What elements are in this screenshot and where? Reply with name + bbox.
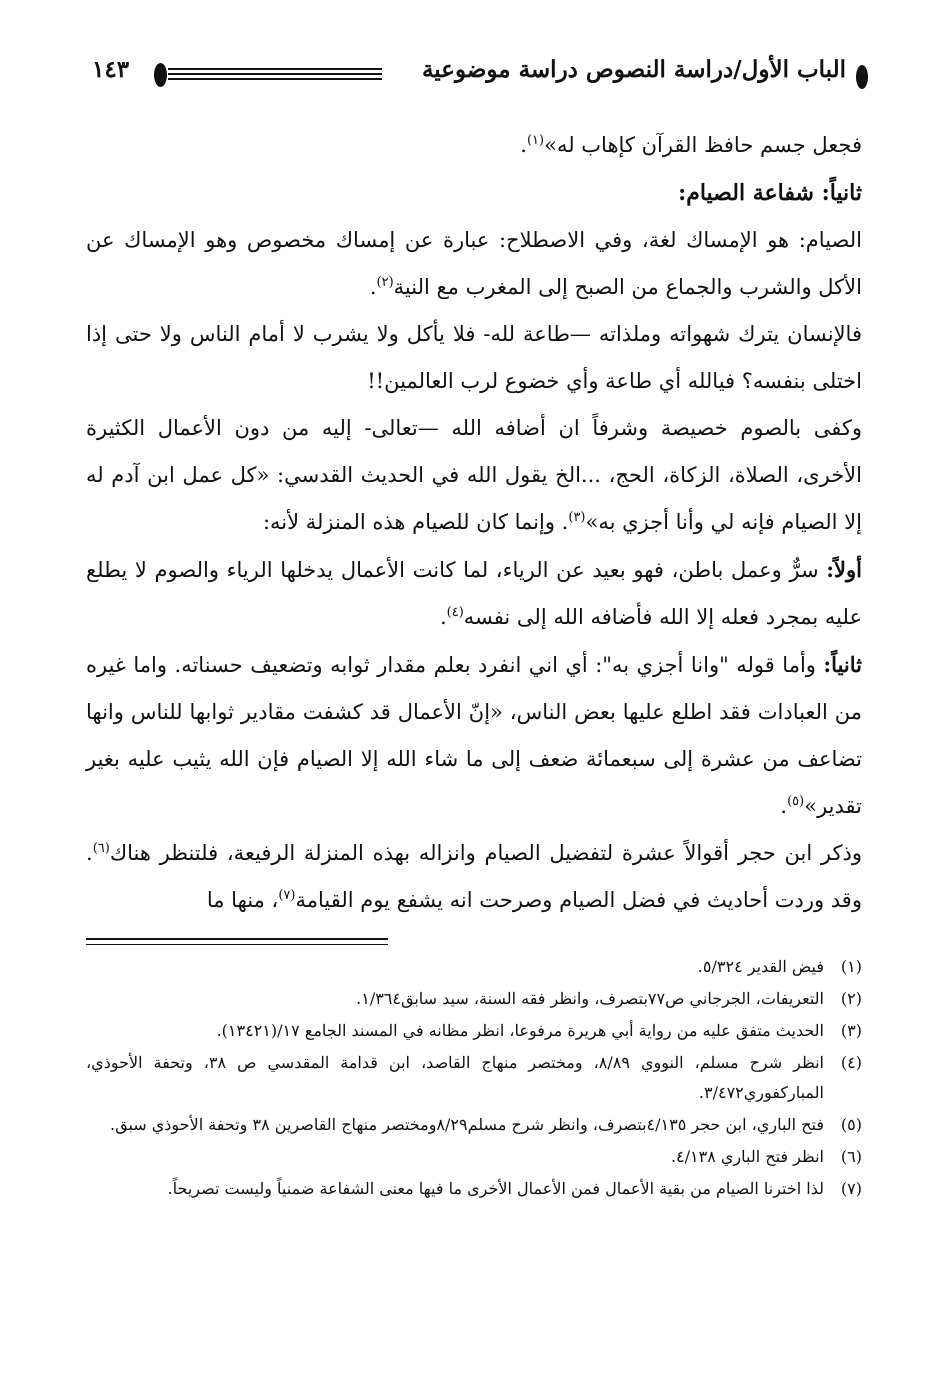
footnote: (٤) انظر شرح مسلم، النووي ٨/٨٩، ومختصر منهاج القاصد، ابن قدامة المقدسي ص ٣٨، وتحفة الأحوذي، المباركفوري٣/٤٧٢. [86,1053,862,1102]
footnote: (٣) الحديث متفق عليه من رواية أبي هريرة مرفوعا، انظر مظانه في المسند الجامع ١٧/(١٣٤٢١). [216,1021,862,1040]
footnote: (٥) فتح الباري، ابن حجر ٤/١٣٥بتصرف، وانظر شرح مسلم٨/٢٩ومختصر منهاج القاصرين ٣٨ وتحفة الأحوذي سبق. [110,1115,862,1134]
footnote-ref: (٣) [568,510,586,525]
paragraph-7: وذكر ابن حجر أقوالاً عشرة لتفضيل الصيام وانزاله بهذه المنزلة الرفيعة، فلتنظر هناك$^{(٦)}$. وقد وردت أحاديث في فضل الصيام وصرحت انه يشفع يوم القيامة$^{(٧)}$، منها ما [86,841,862,912]
paragraph-6: ثانياً: وأما قوله "وانا أجزي به": أي اني انفرد بعلم مقدار ثوابه وتضعيف حسناته. واما غيره من العبادات فقد اطلع عليها بعض الناس، «إنّ الأعمال قد كشفت مقادير ثوابها للناس وانها تضاعف من عشرة إلى سبعمائة ضعف إلى ما شاء الله إلا الصيام فإن الله يثيب عليه بغير تقدير»$^{(٥)}$. [86,652,862,818]
footnote: (٧) لذا اخترنا الصيام من بقية الأعمال فمن الأعمال الأخرى ما فيها معنى الشفاعة ضمنياً وليست تصريحاً. [167,1179,862,1198]
main-text [86,122,862,924]
footnote-ref: (٢) [376,275,394,290]
paragraph-4: وكفى بالصوم خصيصة وشرفاً ان أضافه الله —تعالى- إليه من دون الأعمال الكثيرة الأخرى، الصلاة، الزكاة، الحج، ...الخ يقول الله في الحديث القدسي: «كل عمل ابن آدم له إلا الصيام فإنه لي وأنا أجزي به»$^{(٣)}$. وإنما كان للصيام هذه المنزلة لأنه: [86,416,862,534]
header-ornament-right [856,65,868,89]
footnote-ref: (٤) [446,605,464,620]
page-header [92,52,868,98]
section-heading: ثانياً: شفاعة الصيام: [678,180,862,206]
footnote: (٦) انظر فتح الباري ٤/١٣٨. [670,1147,862,1166]
footnote-ref: (٥) [787,794,805,809]
footnote-ref: (٧) [278,888,296,903]
page-number: ١٤٣ [92,56,130,83]
footnote-ref: (٦) [92,841,110,856]
chapter-title: الباب الأول/دراسة النصوص دراسة موضوعية [421,56,846,83]
footnotes [86,952,862,1206]
point-label: أولاً: [826,557,862,582]
paragraph-5: أولاً: سرٌّ وعمل باطن، فهو بعيد عن الرياء، لما كانت الأعمال يدخلها الرياء والصوم لا يطلع عليه بمجرد فعله إلا الله فأضافه الله إلى نفسه$^{(٤)}$. [86,557,862,629]
paragraph-2: الصيام: هو الإمساك لغة، وفي الاصطلاح: عبارة عن إمساك مخصوص وهو الإمساك عن الأكل والشرب والجماع من الصبح إلى المغرب مع النية$^{(٢)}$. [86,228,862,299]
point-label: ثانياً: [823,652,862,677]
paragraph-1: فجعل جسم حافظ القرآن كإهاب له»$^{(١)}$. [520,133,862,157]
header-ornament-left [154,63,167,87]
footnote-ref: (١) [526,133,545,148]
footnote: (١) فيض القدير ٥/٣٢٤. [697,957,862,976]
paragraph-3: فالإنسان يترك شهواته وملذاته —طاعة لله- فلا يأكل ولا يشرب لا أمام الناس ولا حتى إذا اختلى بنفسه؟ فيالله أي طاعة وأي خضوع لرب العالمين!! [86,322,862,393]
header-ornament-line [154,64,382,86]
footnote: (٢) التعريفات، الجرجاني ص٧٧بتصرف، وانظر فقه السنة، سيد سابق١/٣٦٤. [356,989,862,1008]
footnote-separator [86,938,388,945]
